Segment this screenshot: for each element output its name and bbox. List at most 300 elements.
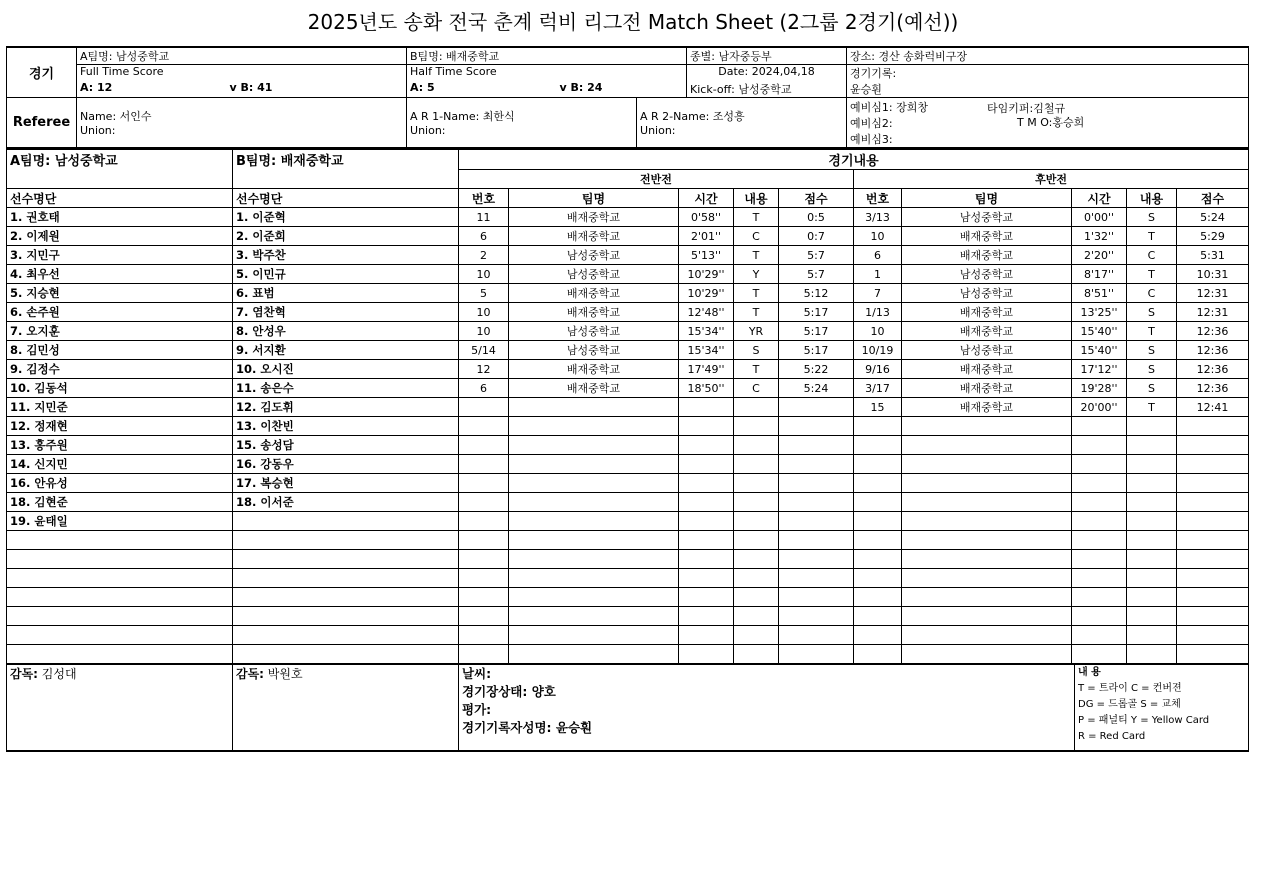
- second-half-event-team: 배재중학교: [902, 360, 1072, 379]
- first-half-event-score: [779, 645, 854, 664]
- second-half-event-score: [1177, 436, 1249, 455]
- second-half-event-no: [854, 512, 902, 531]
- table-row: [7, 455, 1249, 474]
- first-half-event-team: [509, 607, 679, 626]
- ar1-name: A R 1-Name: 최한식: [410, 110, 515, 123]
- col-team: 팀명: [509, 189, 679, 208]
- table-row: [7, 208, 1249, 227]
- second-half-event-no: 10/19: [854, 341, 902, 360]
- first-half-event-type: T: [734, 208, 779, 227]
- player-b: 17. 복승현: [233, 474, 459, 493]
- legend-line-4: R = Red Card: [1078, 731, 1146, 742]
- player-b: 13. 이찬빈: [233, 417, 459, 436]
- team-a-name: A팀명: 남성중학교: [77, 47, 407, 65]
- first-half-event-time: [679, 588, 734, 607]
- second-half-event-no: 1/13: [854, 303, 902, 322]
- first-half-event-team: [509, 626, 679, 645]
- second-half-event-team: [902, 626, 1072, 645]
- first-half-event-score: [779, 607, 854, 626]
- match-label: 경기: [7, 47, 77, 98]
- second-half-event-team: 배재중학교: [902, 379, 1072, 398]
- player-b: 9. 서지환: [233, 341, 459, 360]
- first-half-event-score: 5:7: [779, 246, 854, 265]
- second-half-event-time: 8'17'': [1072, 265, 1127, 284]
- player-b: 16. 강동우: [233, 455, 459, 474]
- player-b: [233, 588, 459, 607]
- first-half-event-score: [779, 436, 854, 455]
- tmo: T M O:홍승희: [1017, 116, 1085, 129]
- first-half-event-score: [779, 455, 854, 474]
- second-half-event-time: 8'51'': [1072, 284, 1127, 303]
- first-half-event-time: [679, 455, 734, 474]
- player-a: [7, 588, 233, 607]
- player-b: 12. 김도휘: [233, 398, 459, 417]
- second-half-event-time: 2'20'': [1072, 246, 1127, 265]
- second-half-event-type: [1127, 531, 1177, 550]
- footer-table: [6, 664, 1249, 752]
- player-a: 2. 이제원: [7, 227, 233, 246]
- second-half-event-score: 12:36: [1177, 341, 1249, 360]
- player-a: 9. 김정수: [7, 360, 233, 379]
- player-a: 14. 신지민: [7, 455, 233, 474]
- match-content-header: 경기내용: [459, 149, 1249, 170]
- second-half-event-team: [902, 474, 1072, 493]
- second-half-event-no: [854, 417, 902, 436]
- second-half-event-time: 17'12'': [1072, 360, 1127, 379]
- second-half-event-score: 12:36: [1177, 360, 1249, 379]
- kickoff: Kick-off: 남성중학교: [687, 81, 847, 98]
- second-half-event-time: 15'40'': [1072, 322, 1127, 341]
- coach-b-label: 감독:: [236, 667, 264, 681]
- player-b: [233, 569, 459, 588]
- second-half-event-score: 12:31: [1177, 303, 1249, 322]
- second-half-event-time: [1072, 588, 1127, 607]
- first-half-event-team: [509, 417, 679, 436]
- first-half-event-score: [779, 474, 854, 493]
- first-half-event-type: [734, 626, 779, 645]
- first-half-event-team: 배재중학교: [509, 208, 679, 227]
- roster-team-a-header: A팀명: 남성중학교: [7, 149, 233, 189]
- first-half-event-team: 남성중학교: [509, 265, 679, 284]
- second-half-event-type: S: [1127, 341, 1177, 360]
- player-a: 19. 윤태일: [7, 512, 233, 531]
- second-half-event-no: [854, 569, 902, 588]
- second-half-event-type: T: [1127, 227, 1177, 246]
- second-half-event-type: T: [1127, 398, 1177, 417]
- second-half-event-score: 5:31: [1177, 246, 1249, 265]
- second-half-event-team: [902, 417, 1072, 436]
- player-b: 6. 표범: [233, 284, 459, 303]
- ar2-name: A R 2-Name: 조성흥: [640, 110, 745, 123]
- second-half-event-no: [854, 474, 902, 493]
- coach-a: [7, 665, 233, 751]
- first-half-event-time: [679, 493, 734, 512]
- first-half-event-type: [734, 645, 779, 664]
- referee-union: Union:: [80, 124, 116, 137]
- team-b-name: B팀명: 배재중학교: [407, 47, 687, 65]
- second-half-event-type: [1127, 645, 1177, 664]
- first-half-event-no: 12: [459, 360, 509, 379]
- second-half-event-team: 남성중학교: [902, 284, 1072, 303]
- first-half-event-team: 남성중학교: [509, 246, 679, 265]
- weather: 날씨:: [462, 666, 492, 681]
- first-half-event-time: [679, 512, 734, 531]
- first-half-event-time: 10'29'': [679, 265, 734, 284]
- player-b: 7. 염찬혁: [233, 303, 459, 322]
- table-row: [7, 569, 1249, 588]
- first-half-event-score: [779, 569, 854, 588]
- player-a: 5. 지승현: [7, 284, 233, 303]
- first-half-event-score: 0:5: [779, 208, 854, 227]
- recorder-name: 윤승훤: [847, 81, 1249, 98]
- first-half-event-type: T: [734, 284, 779, 303]
- first-half-event-no: [459, 493, 509, 512]
- second-half-event-score: [1177, 417, 1249, 436]
- referee-name: Name: 서인수: [80, 110, 152, 123]
- first-half-event-score: 5:7: [779, 265, 854, 284]
- legend-line-3: P = 패널티 Y = Yellow Card: [1078, 715, 1210, 726]
- player-b: 5. 이민규: [233, 265, 459, 284]
- second-half-event-score: 12:36: [1177, 379, 1249, 398]
- first-half-event-type: [734, 493, 779, 512]
- second-half-event-team: [902, 588, 1072, 607]
- player-a: 10. 김동석: [7, 379, 233, 398]
- player-a: [7, 607, 233, 626]
- player-b: [233, 645, 459, 664]
- second-half-event-type: T: [1127, 265, 1177, 284]
- player-a: 8. 김민성: [7, 341, 233, 360]
- first-half-event-score: [779, 417, 854, 436]
- ar1-union: Union:: [410, 124, 446, 137]
- player-b: [233, 550, 459, 569]
- player-b: 8. 안성우: [233, 322, 459, 341]
- first-half-event-team: 배재중학교: [509, 284, 679, 303]
- second-half-event-no: 15: [854, 398, 902, 417]
- first-half-event-no: [459, 398, 509, 417]
- first-half-event-no: 6: [459, 227, 509, 246]
- second-half-event-team: [902, 436, 1072, 455]
- first-half-event-score: 5:17: [779, 322, 854, 341]
- first-half-event-type: YR: [734, 322, 779, 341]
- first-half-event-no: [459, 512, 509, 531]
- first-half-event-score: 5:17: [779, 341, 854, 360]
- first-half-event-type: [734, 455, 779, 474]
- second-half-event-time: 20'00'': [1072, 398, 1127, 417]
- legend-title: 내 용: [1078, 667, 1101, 678]
- second-half-event-type: S: [1127, 379, 1177, 398]
- second-half-event-time: 15'40'': [1072, 341, 1127, 360]
- first-half-event-team: [509, 550, 679, 569]
- second-half-event-team: [902, 607, 1072, 626]
- first-half-event-no: 5: [459, 284, 509, 303]
- second-half-event-team: 배재중학교: [902, 227, 1072, 246]
- full-time-b: v B: 41: [227, 81, 407, 98]
- roster-team-b-header: B팀명: 배재중학교: [233, 149, 459, 189]
- second-half-event-time: [1072, 569, 1127, 588]
- second-half-event-time: [1072, 436, 1127, 455]
- first-half-event-team: [509, 436, 679, 455]
- timekeeper: 타임키퍼:김철규: [987, 102, 1066, 115]
- table-row: [7, 265, 1249, 284]
- second-half-event-type: [1127, 607, 1177, 626]
- second-half-event-no: [854, 493, 902, 512]
- first-half-event-time: 18'50'': [679, 379, 734, 398]
- table-row: [7, 227, 1249, 246]
- first-half-event-no: [459, 531, 509, 550]
- player-a: 1. 권호태: [7, 208, 233, 227]
- table-row: [7, 417, 1249, 436]
- second-half-event-no: [854, 531, 902, 550]
- first-half-event-team: [509, 531, 679, 550]
- first-half-event-no: [459, 474, 509, 493]
- second-half-event-team: 배재중학교: [902, 246, 1072, 265]
- second-half-header: 후반전: [854, 170, 1249, 189]
- player-b: 18. 이서준: [233, 493, 459, 512]
- first-half-event-no: [459, 455, 509, 474]
- coach-b-name: 박원호: [263, 667, 303, 681]
- full-time-label: Full Time Score: [77, 65, 407, 82]
- second-half-event-type: [1127, 436, 1177, 455]
- first-half-event-no: [459, 417, 509, 436]
- first-half-event-time: 12'48'': [679, 303, 734, 322]
- second-half-event-type: [1127, 550, 1177, 569]
- first-half-event-team: [509, 474, 679, 493]
- second-half-event-score: [1177, 512, 1249, 531]
- roster-b-label: 선수명단: [233, 189, 459, 208]
- second-half-event-time: [1072, 474, 1127, 493]
- second-half-event-no: 9/16: [854, 360, 902, 379]
- first-half-event-no: [459, 626, 509, 645]
- first-half-event-no: [459, 645, 509, 664]
- first-half-event-time: [679, 626, 734, 645]
- player-a: 6. 손주원: [7, 303, 233, 322]
- first-half-event-type: [734, 398, 779, 417]
- table-row: [7, 645, 1249, 664]
- col-no: 번호: [459, 189, 509, 208]
- player-b: [233, 512, 459, 531]
- col-type: 내용: [1127, 189, 1177, 208]
- reserve-ref-2: 예비심2:: [850, 116, 893, 130]
- second-half-event-no: 7: [854, 284, 902, 303]
- second-half-event-score: [1177, 569, 1249, 588]
- table-row: [7, 493, 1249, 512]
- player-b: [233, 607, 459, 626]
- first-half-event-no: 11: [459, 208, 509, 227]
- second-half-event-type: C: [1127, 246, 1177, 265]
- first-half-event-team: 배재중학교: [509, 360, 679, 379]
- player-a: 12. 정재현: [7, 417, 233, 436]
- table-row: [7, 531, 1249, 550]
- second-half-event-no: 3/17: [854, 379, 902, 398]
- first-half-event-score: 5:17: [779, 303, 854, 322]
- col-no: 번호: [854, 189, 902, 208]
- first-half-event-no: 10: [459, 322, 509, 341]
- second-half-event-type: [1127, 588, 1177, 607]
- first-half-event-time: [679, 417, 734, 436]
- player-a: 13. 홍주원: [7, 436, 233, 455]
- second-half-event-type: [1127, 569, 1177, 588]
- first-half-event-team: 배재중학교: [509, 379, 679, 398]
- first-half-event-score: 5:12: [779, 284, 854, 303]
- table-row: [7, 607, 1249, 626]
- player-a: [7, 569, 233, 588]
- second-half-event-no: [854, 607, 902, 626]
- second-half-event-time: [1072, 455, 1127, 474]
- table-row: [7, 398, 1249, 417]
- first-half-event-time: [679, 436, 734, 455]
- table-row: [7, 341, 1249, 360]
- first-half-header: 전반전: [459, 170, 854, 189]
- evaluation: 평가:: [462, 702, 492, 717]
- first-half-event-time: 0'58'': [679, 208, 734, 227]
- first-half-event-team: [509, 398, 679, 417]
- second-half-event-no: [854, 436, 902, 455]
- first-half-event-no: 10: [459, 265, 509, 284]
- col-team: 팀명: [902, 189, 1072, 208]
- first-half-event-no: 2: [459, 246, 509, 265]
- first-half-event-team: [509, 588, 679, 607]
- table-row: [7, 626, 1249, 645]
- player-b: 15. 송성담: [233, 436, 459, 455]
- second-half-event-no: 6: [854, 246, 902, 265]
- second-half-event-time: 19'28'': [1072, 379, 1127, 398]
- table-row: [7, 512, 1249, 531]
- first-half-event-score: [779, 493, 854, 512]
- first-half-event-score: [779, 550, 854, 569]
- second-half-event-score: 12:36: [1177, 322, 1249, 341]
- second-half-event-team: [902, 531, 1072, 550]
- ar1-info: [407, 98, 637, 148]
- first-half-event-no: 6: [459, 379, 509, 398]
- first-half-event-type: [734, 531, 779, 550]
- match-info-table: [6, 46, 1249, 148]
- half-time-b: v B: 24: [557, 81, 687, 98]
- second-half-event-score: 12:41: [1177, 398, 1249, 417]
- first-half-event-score: [779, 398, 854, 417]
- player-a: 3. 지민구: [7, 246, 233, 265]
- first-half-event-type: [734, 588, 779, 607]
- half-time-label: Half Time Score: [407, 65, 687, 82]
- first-half-event-no: [459, 607, 509, 626]
- player-a: 7. 오지훈: [7, 322, 233, 341]
- second-half-event-type: S: [1127, 360, 1177, 379]
- col-score: 점수: [1177, 189, 1249, 208]
- player-a: [7, 550, 233, 569]
- second-half-event-score: [1177, 588, 1249, 607]
- table-row: [7, 360, 1249, 379]
- first-half-event-no: [459, 569, 509, 588]
- coach-a-label: 감독:: [10, 667, 38, 681]
- table-row: [7, 246, 1249, 265]
- first-half-event-type: T: [734, 303, 779, 322]
- second-half-event-score: [1177, 455, 1249, 474]
- second-half-event-team: [902, 455, 1072, 474]
- table-row: [7, 303, 1249, 322]
- second-half-event-type: [1127, 512, 1177, 531]
- second-half-event-team: [902, 569, 1072, 588]
- second-half-event-team: 배재중학교: [902, 322, 1072, 341]
- second-half-event-no: 3/13: [854, 208, 902, 227]
- player-a: [7, 645, 233, 664]
- player-a: [7, 626, 233, 645]
- first-half-event-type: [734, 512, 779, 531]
- legend-line-2: DG = 드롭골 S = 교체: [1078, 699, 1181, 710]
- coach-a-name: 김성대: [37, 667, 77, 681]
- half-time-a: A: 5: [407, 81, 557, 98]
- first-half-event-type: C: [734, 379, 779, 398]
- first-half-event-time: 17'49'': [679, 360, 734, 379]
- table-row: [7, 588, 1249, 607]
- full-time-a: A: 12: [77, 81, 227, 98]
- second-half-event-time: [1072, 607, 1127, 626]
- table-row: [7, 474, 1249, 493]
- first-half-event-no: [459, 588, 509, 607]
- second-half-event-score: [1177, 626, 1249, 645]
- second-half-event-no: [854, 626, 902, 645]
- second-half-event-team: 남성중학교: [902, 341, 1072, 360]
- second-half-event-no: 10: [854, 227, 902, 246]
- second-half-event-no: [854, 455, 902, 474]
- first-half-event-type: T: [734, 246, 779, 265]
- first-half-event-time: [679, 531, 734, 550]
- first-half-event-score: [779, 626, 854, 645]
- first-half-event-time: [679, 398, 734, 417]
- second-half-event-team: [902, 512, 1072, 531]
- second-half-event-no: [854, 550, 902, 569]
- player-b: [233, 626, 459, 645]
- first-half-event-type: [734, 417, 779, 436]
- coach-b: [233, 665, 459, 751]
- first-half-event-score: [779, 512, 854, 531]
- recorder-signature: 경기기록자성명: 윤승훤: [462, 720, 593, 735]
- match-notes: [459, 665, 1075, 751]
- player-a: [7, 531, 233, 550]
- first-half-event-type: S: [734, 341, 779, 360]
- second-half-event-time: [1072, 531, 1127, 550]
- first-half-event-team: [509, 569, 679, 588]
- player-b: [233, 531, 459, 550]
- second-half-event-score: [1177, 550, 1249, 569]
- venue: 장소: 경산 송화럭비구장: [847, 47, 1249, 65]
- first-half-event-type: [734, 569, 779, 588]
- second-half-event-time: [1072, 550, 1127, 569]
- second-half-event-team: 남성중학교: [902, 265, 1072, 284]
- second-half-event-time: 0'00'': [1072, 208, 1127, 227]
- second-half-event-time: [1072, 493, 1127, 512]
- first-half-event-team: [509, 645, 679, 664]
- first-half-event-type: [734, 436, 779, 455]
- player-a: 16. 안유성: [7, 474, 233, 493]
- first-half-event-type: [734, 474, 779, 493]
- second-half-event-no: [854, 588, 902, 607]
- first-half-event-type: Y: [734, 265, 779, 284]
- second-half-event-team: 남성중학교: [902, 208, 1072, 227]
- first-half-event-score: 5:22: [779, 360, 854, 379]
- second-half-event-score: [1177, 531, 1249, 550]
- first-half-event-type: [734, 607, 779, 626]
- ar2-union: Union:: [640, 124, 676, 137]
- match-date: Date: 2024,04,18: [687, 65, 847, 82]
- first-half-event-no: 10: [459, 303, 509, 322]
- player-b: 1. 이준혁: [233, 208, 459, 227]
- col-type: 내용: [734, 189, 779, 208]
- second-half-event-type: S: [1127, 303, 1177, 322]
- second-half-event-type: S: [1127, 208, 1177, 227]
- first-half-event-time: 15'34'': [679, 322, 734, 341]
- referee-info: [77, 98, 407, 148]
- second-half-event-time: [1072, 512, 1127, 531]
- second-half-event-score: 5:24: [1177, 208, 1249, 227]
